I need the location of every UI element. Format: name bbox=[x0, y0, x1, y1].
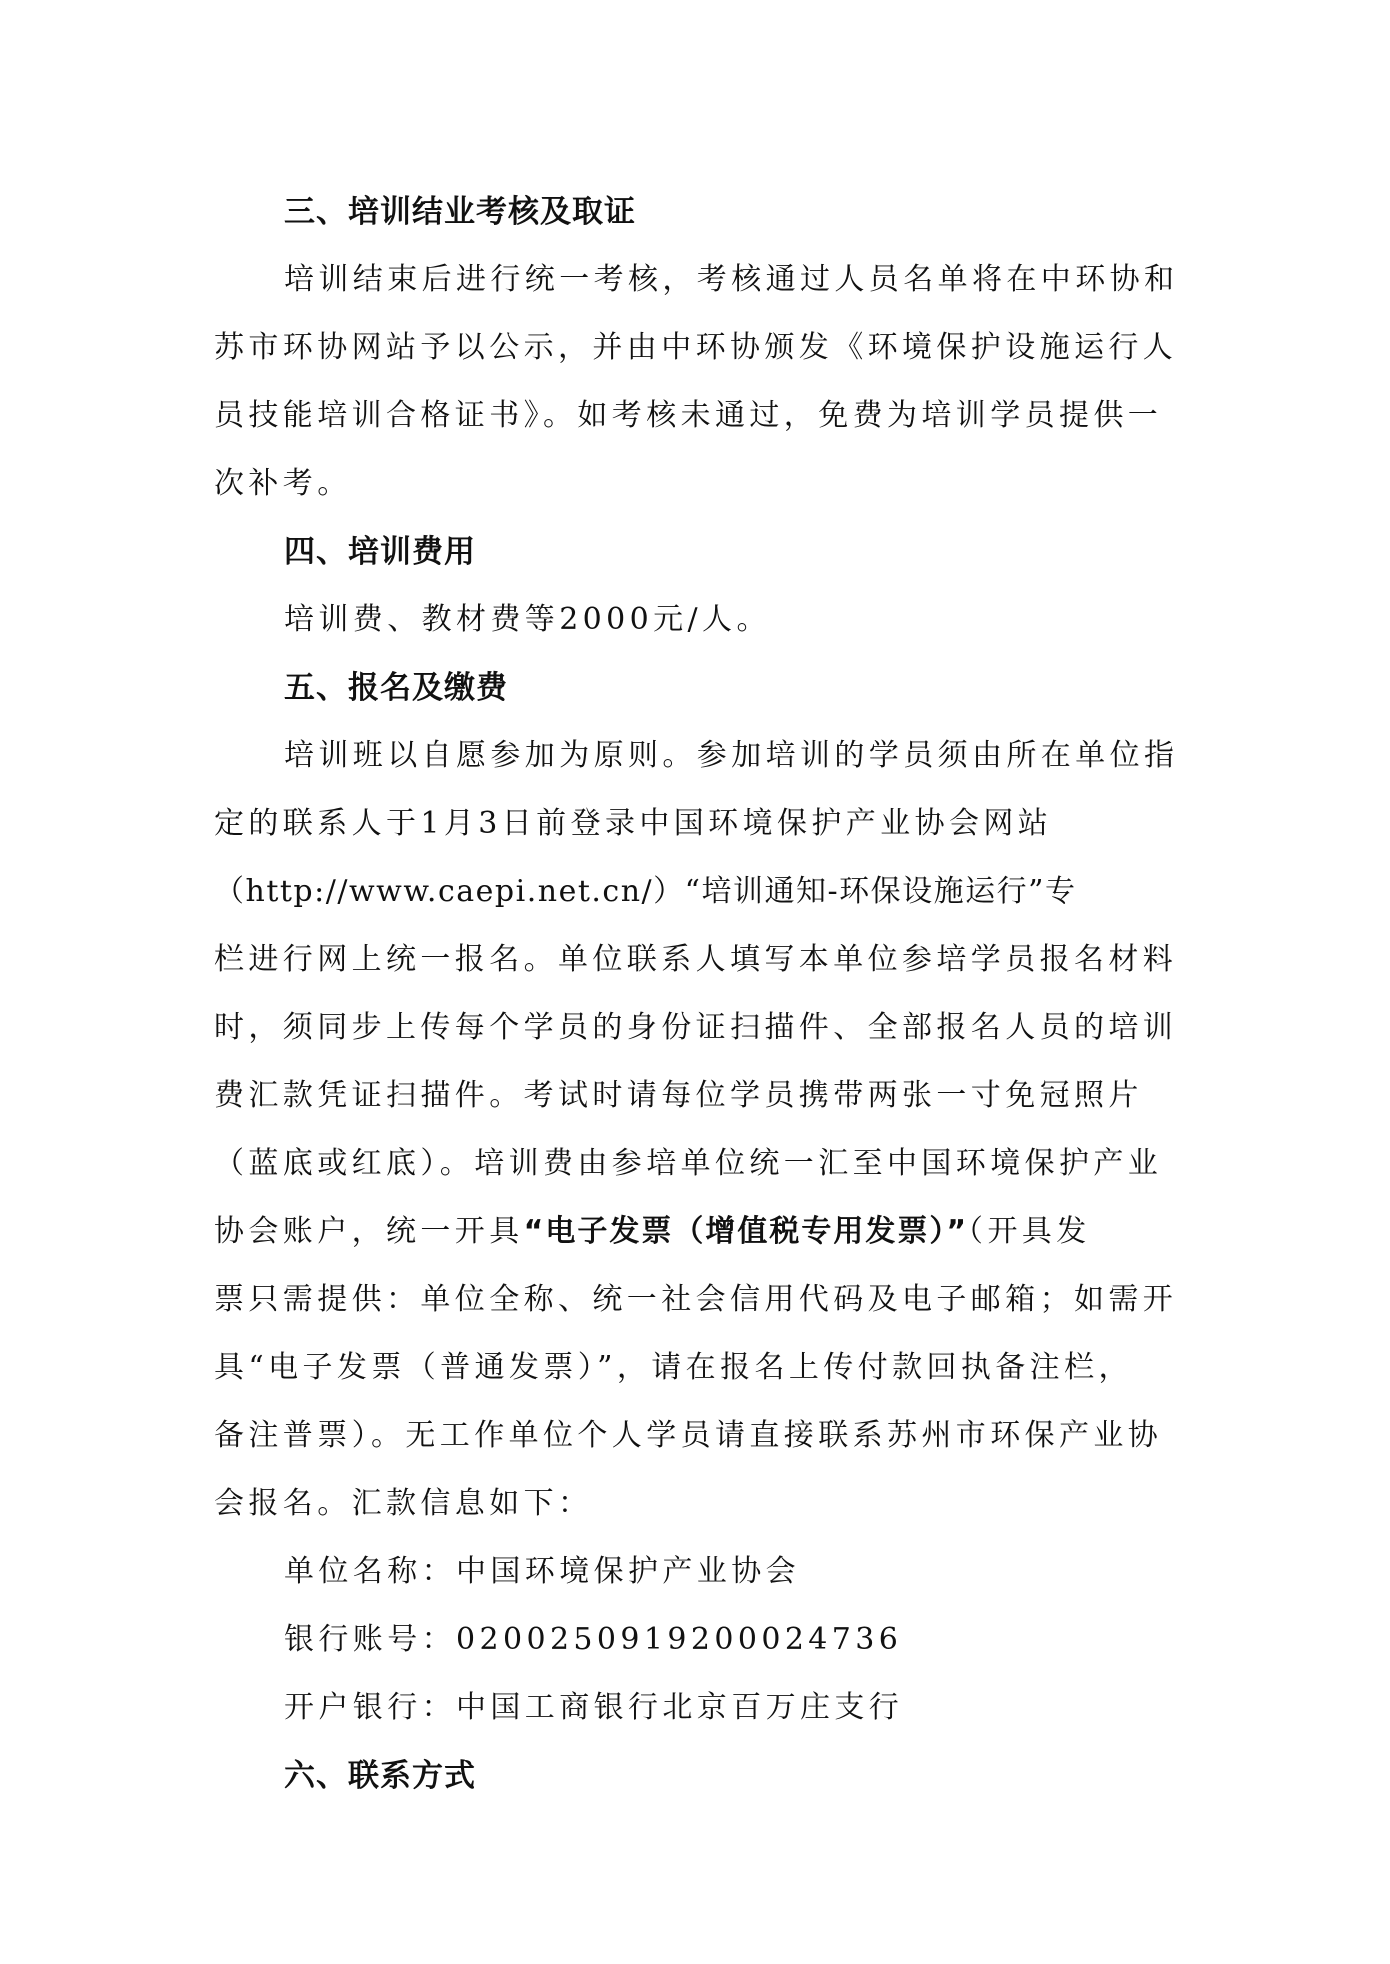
paragraph-line: 费汇款凭证扫描件。考试时请每位学员携带两张一寸免冠照片 bbox=[214, 1078, 1143, 1113]
paragraph-line: （蓝底或红底）。培训费由参培单位统一汇至中国环境保护产业 bbox=[214, 1146, 1163, 1181]
paragraph-line-invoice bbox=[214, 1198, 1184, 1266]
bank-account-number: 银行账号：0200250919200024736 bbox=[284, 1622, 903, 1657]
paragraph-line: 员技能培训合格证书》。如考核未通过，免费为培训学员提供一 bbox=[214, 398, 1163, 433]
paragraph-line: 次补考。 bbox=[214, 466, 352, 501]
paragraph-line: 培训结束后进行统一考核，考核通过人员名单将在中环协和 bbox=[284, 262, 1179, 297]
paragraph-line: 备注普票）。无工作单位个人学员请直接联系苏州市环保产业协 bbox=[214, 1418, 1163, 1453]
paragraph-line-url: （http://www.caepi.net.cn/）“培训通知-环保设施运行”专 bbox=[214, 874, 1077, 909]
paragraph-line: 定的联系人于1月3日前登录中国环境保护产业协会网站 bbox=[214, 806, 1053, 841]
section-heading-fees: 四、培训费用 bbox=[284, 534, 476, 570]
paragraph-line: 栏进行网上统一报名。单位联系人填写本单位参培学员报名材料 bbox=[214, 942, 1178, 977]
section-heading-registration: 五、报名及缴费 bbox=[284, 670, 508, 706]
paragraph-line: 苏市环协网站予以公示，并由中环协颁发《环境保护设施运行人 bbox=[214, 330, 1178, 365]
section-heading-contact: 六、联系方式 bbox=[284, 1758, 476, 1794]
bank-name: 开户银行：中国工商银行北京百万庄支行 bbox=[284, 1690, 904, 1725]
paragraph-line: 培训费、教材费等2000元/人。 bbox=[284, 602, 771, 637]
invoice-text-before: 协会账户，统一开具 bbox=[214, 1214, 524, 1249]
paragraph-line: 具“电子发票（普通发票）”，请在报名上传付款回执备注栏， bbox=[214, 1350, 1133, 1385]
invoice-text-after: （开具发 bbox=[968, 1214, 1091, 1249]
paragraph-line: 时，须同步上传每个学员的身份证扫描件、全部报名人员的培训 bbox=[214, 1010, 1178, 1045]
invoice-type-emphasis: “电子发票（增值税专用发票）” bbox=[523, 1214, 969, 1249]
document-page bbox=[214, 178, 1184, 1810]
bank-account-name: 单位名称：中国环境保护产业协会 bbox=[284, 1554, 800, 1589]
paragraph-line: 会报名。汇款信息如下： bbox=[214, 1486, 593, 1521]
paragraph-line: 票只需提供：单位全称、统一社会信用代码及电子邮箱；如需开 bbox=[214, 1282, 1178, 1317]
paragraph-line: 培训班以自愿参加为原则。参加培训的学员须由所在单位指 bbox=[284, 738, 1179, 773]
section-heading-assessment: 三、培训结业考核及取证 bbox=[284, 194, 636, 230]
